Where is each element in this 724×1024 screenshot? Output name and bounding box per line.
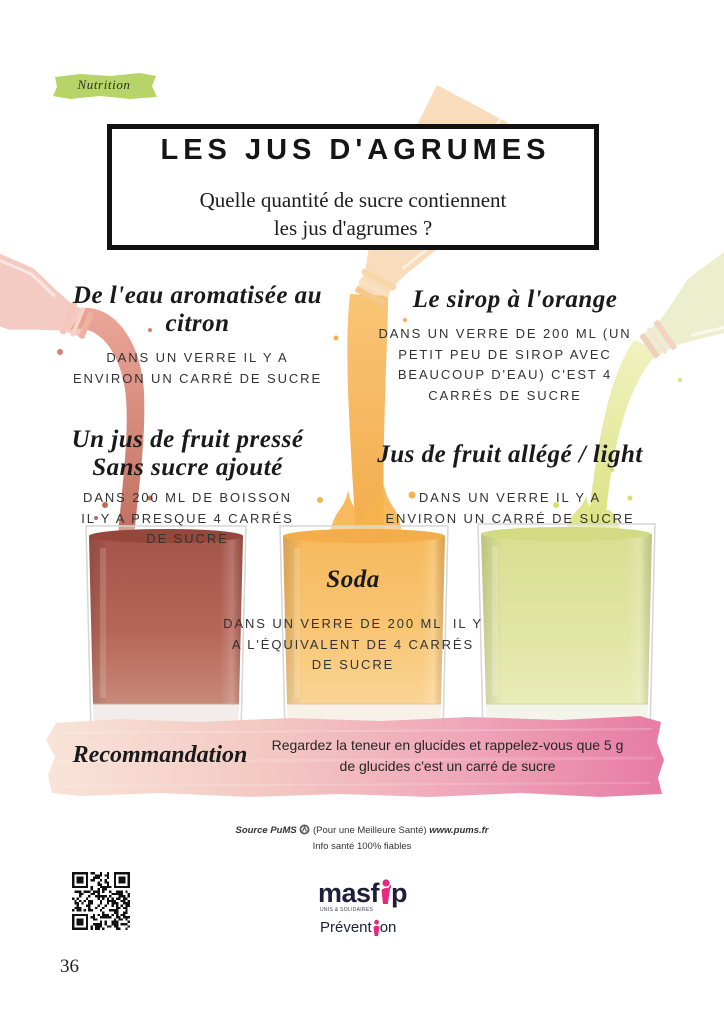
subtitle-line: Quelle quantité de sucre contiennent [199,188,507,212]
section-text: DE SUCRE [311,657,395,672]
brand-text-start: masf [318,878,380,908]
section-heading: Sans sucre ajouté [92,454,283,481]
section-text: A L'ÉQUIVALENT DE 4 CARRÉS [231,636,475,652]
section-light-juice [360,441,660,529]
source-expansion: (Pour une Meilleure Santé) [313,825,427,836]
section-heading: Le sirop à l'orange [412,286,618,313]
section-soda [213,566,493,676]
right-glass [478,524,655,733]
qr-code [72,872,130,930]
section-text: DANS 200 ML DE BOISSON [83,490,292,505]
section-heading: citron [165,310,230,337]
section-text: ENVIRON UN CARRÉ DE SUCRE [72,370,323,386]
section-heading: Jus de fruit allégé / light [377,441,643,468]
section-tag: Nutrition [77,77,131,92]
section-orange-syrup [370,286,640,406]
prevention-text-start: Prévent [320,919,372,936]
recommendation-text [255,735,640,777]
source-line [180,824,544,840]
masfip-logo [316,878,416,942]
section-text: DANS UN VERRE IL Y A [106,350,289,365]
section-text: DANS UN VERRE DE 200 ML IL Y [223,616,483,631]
prevention-wordmark [320,918,396,938]
source-tagline: Info santé 100% fiables [312,841,412,852]
recommendation-heading: Recommandation [72,742,248,768]
page-subtitle [112,186,594,242]
page-number: 36 [60,956,79,977]
source-website: www.pums.fr [429,825,489,836]
section-text: DE SUCRE [146,531,229,546]
recommendation-line: Regardez la teneur en glucides et rappelez-vous que 5 g [271,737,624,753]
page-title: LES JUS D'AGRUMES [160,134,551,166]
section-text: BEAUCOUP D'EAU) C'EST 4 [397,367,613,382]
section-text: CARRÉS DE SUCRE [428,387,582,403]
section-heading: De l'eau aromatisée au [72,282,323,309]
recommendation-line: de glucides c'est un carré de sucre [339,758,556,774]
section-heading: Un jus de fruit pressé [71,426,304,453]
section-text: IL Y A PRESQUE 4 CARRÉS [81,510,294,526]
section-text: ENVIRON UN CARRÉ DE SUCRE [385,510,635,526]
section-heading: Soda [326,566,380,593]
brand-wordmark [318,878,407,908]
person-i-icon [372,919,380,937]
person-i-icon [379,878,391,906]
section-pressed-juice [55,426,320,550]
section-text: DANS UN VERRE DE 200 ML (UN [378,326,632,341]
prevention-text-end: on [379,919,397,936]
brand-tagline: UNIS & SOLIDAIRES [320,907,374,913]
title-box [107,124,599,250]
source-label: Source PuMS [235,825,297,836]
section-flavored-water [60,282,335,389]
section-text: DANS UN VERRE IL Y A [418,490,602,505]
pums-logo-icon [299,824,310,840]
section-text: PETIT PEU DE SIROP AVEC [398,346,612,362]
subtitle-line: les jus d'agrumes ? [273,216,433,240]
source-credit [180,824,544,854]
brand-text-end: p [391,878,408,908]
